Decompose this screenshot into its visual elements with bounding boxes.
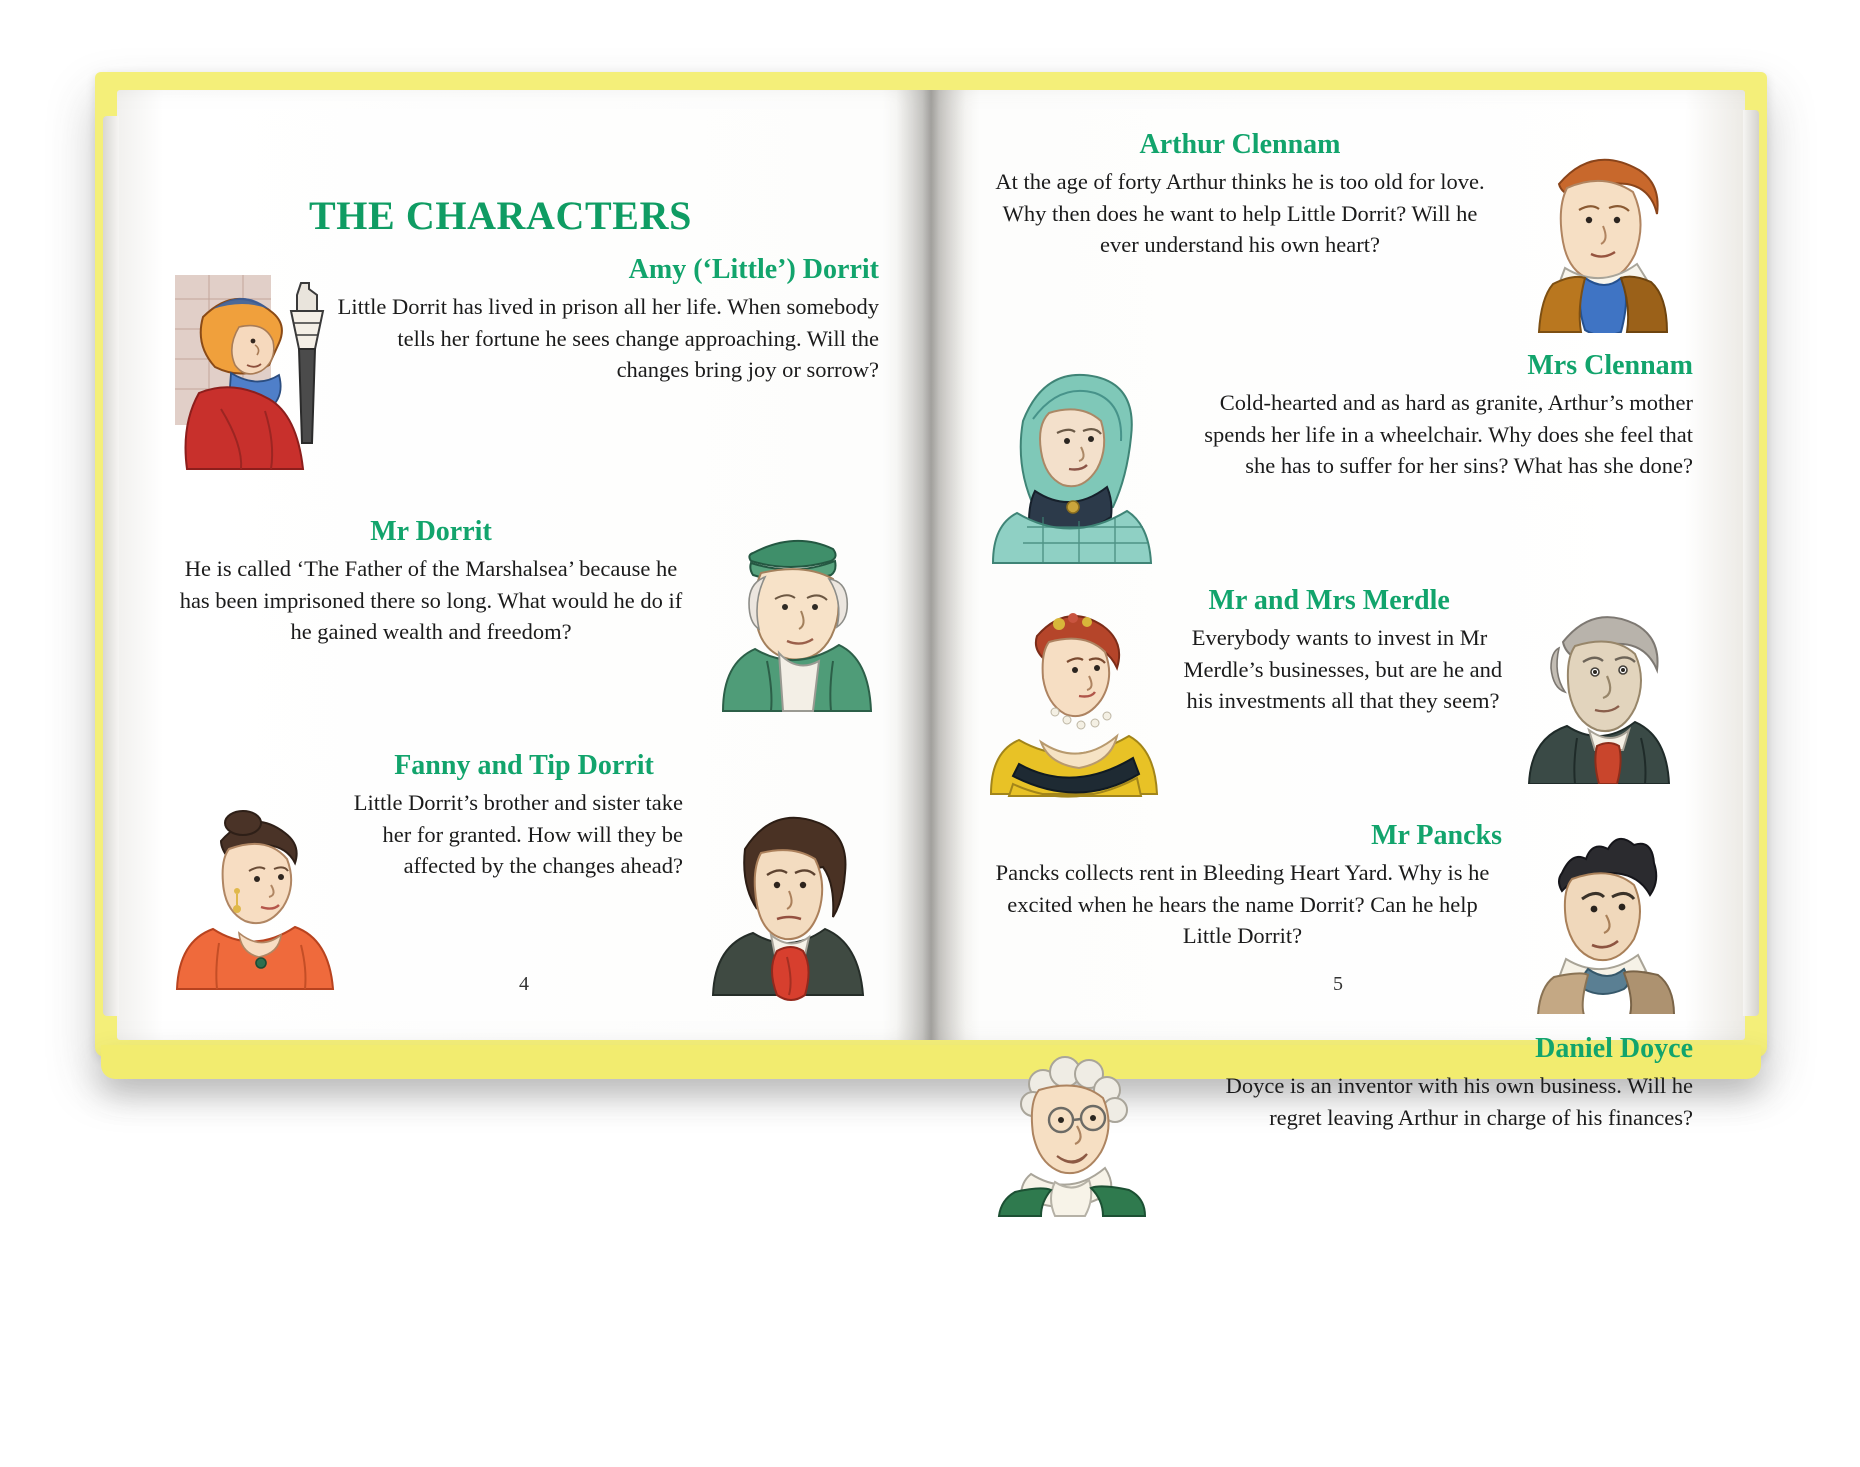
mr-pancks-portrait: [1518, 819, 1693, 1014]
character-description: Pancks collects rent in Bleeding Heart Yard. Why is he excited when he hears the name Dorrit? Can he help Little Dorrit?: [995, 859, 1490, 949]
left-page: [117, 90, 931, 1040]
character-entry-amy-dorrit: [169, 253, 879, 489]
page-number-right: 5: [1333, 973, 1343, 995]
mr-dorrit-portrait: [709, 515, 879, 715]
character-name: Fanny and Tip Dorrit: [394, 750, 654, 781]
daniel-doyce-portrait: [983, 1032, 1158, 1217]
open-book: [95, 72, 1767, 1130]
character-name: Mrs Clennam: [1527, 350, 1693, 381]
tip-dorrit-illustration: [699, 787, 879, 1002]
daniel-doyce-illustration: [983, 1032, 1158, 1217]
mrs-merdle-portrait: [983, 584, 1163, 799]
character-entry-daniel-doyce: [983, 1032, 1693, 1223]
character-description: Little Dorrit has lived in prison all her life. When somebody tells her fortune he sees change approaching. Will the changes bring joy or sorrow?: [337, 293, 879, 383]
page-title: THE CHARACTERS: [309, 193, 692, 238]
character-description: He is called ‘The Father of the Marshalsea’ because he has been imprisoned there so long. What would he do if he gained wealth and freedom?: [179, 555, 683, 645]
character-entry-mr-dorrit: [169, 515, 879, 721]
amy-dorrit-portrait: [169, 253, 329, 483]
character-entry-fanny-and-tip-dorrit: [169, 749, 879, 1008]
mr-dorrit-illustration: [709, 515, 879, 715]
character-description: Little Dorrit’s brother and sister take her for granted. How will they be affected by the changes ahead?: [353, 789, 683, 879]
character-entry-mrs-clennam: [983, 349, 1693, 570]
page-number-left: 4: [519, 973, 529, 995]
character-name: Amy (‘Little’) Dorrit: [628, 254, 879, 285]
fanny-dorrit-portrait: [169, 787, 339, 992]
character-name: Daniel Doyce: [1535, 1033, 1693, 1064]
mr-pancks-illustration: [1518, 819, 1693, 1014]
character-description: Cold-hearted and as hard as granite, Arthur’s mother spends her life in a wheelchair. Why does she feel that she has to suffer for her sins? What has she done?: [1204, 389, 1693, 479]
left-page-edge: [103, 116, 119, 1016]
mr-merdle-illustration: [1523, 584, 1693, 784]
character-name: Mr Pancks: [1371, 820, 1502, 851]
tip-dorrit-portrait: [699, 787, 879, 1002]
mrs-clennam-portrait: [983, 349, 1158, 564]
character-description: Everybody wants to invest in Mr Merdle’s businesses, but are he and his investments all that they seem?: [1183, 624, 1503, 714]
mrs-merdle-illustration: [983, 584, 1163, 799]
arthur-clennam-portrait: [1513, 128, 1693, 333]
character-entry-mr-and-mrs-merdle: [983, 584, 1693, 805]
character-name: Mr Dorrit: [370, 516, 492, 547]
arthur-clennam-illustration: [1513, 128, 1693, 333]
right-page-edge: [1743, 110, 1759, 1016]
character-description: Doyce is an inventor with his own business. Will he regret leaving Arthur in charge of his finances?: [1225, 1072, 1693, 1130]
character-description: At the age of forty Arthur thinks he is too old for love. Why then does he want to help Little Dorrit? Will he ever understand his own heart?: [995, 168, 1485, 258]
fanny-dorrit-illustration: [169, 787, 339, 992]
character-entry-arthur-clennam: [983, 128, 1693, 339]
right-page: [931, 90, 1745, 1130]
character-name: Mr and Mrs Merdle: [1208, 585, 1450, 616]
book-pages: [117, 90, 1745, 1130]
mr-merdle-portrait: [1523, 584, 1693, 784]
character-name: Arthur Clennam: [1139, 129, 1341, 160]
amy-dorrit-illustration: [169, 253, 329, 483]
mrs-clennam-illustration: [983, 349, 1158, 564]
